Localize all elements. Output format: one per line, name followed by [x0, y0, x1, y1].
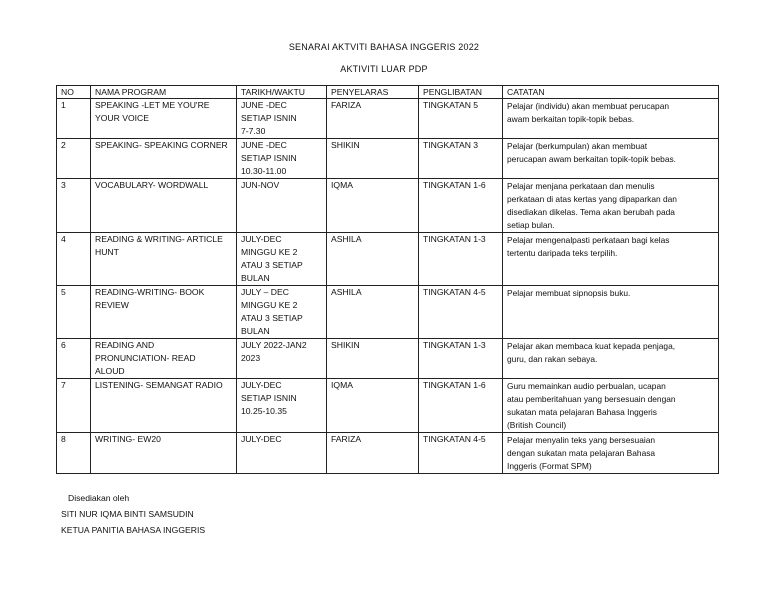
cell-notes-line: dengan sukatan mata pelajaran Bahasa [507, 448, 656, 458]
cell-program [91, 433, 237, 474]
cell-notes [503, 379, 719, 433]
header-notes: CATATAN [503, 86, 719, 99]
cell-notes [503, 433, 719, 474]
cell-notes-line: awam berkaitan topik-topik bebas. [507, 114, 635, 124]
cell-date-time-line: SETIAP ISNIN [241, 153, 297, 163]
cell-coordinator: FARIZA [327, 433, 419, 474]
header-no: NO [57, 86, 91, 99]
cell-notes-line: Pelajar (individu) akan membuat perucapan [507, 101, 670, 111]
cell-program-line: SPEAKING -LET ME YOU'RE [95, 100, 210, 110]
cell-program [91, 233, 237, 286]
cell-date-time-line: JUNE -DEC [241, 140, 287, 150]
cell-notes-line: atau pemberitahuan yang bersesuain dengan [507, 394, 676, 404]
table-row [57, 139, 719, 179]
cell-date-time-line: 10.30-11.00 [241, 166, 287, 176]
cell-notes [503, 139, 719, 179]
cell-program-line: LISTENING- SEMANGAT RADIO [95, 380, 223, 390]
cell-date-time-line: SETIAP ISNIN [241, 393, 297, 403]
cell-notes-line: (British Council) [507, 420, 567, 430]
cell-date-time-line: JULY-DEC [241, 380, 282, 390]
cell-program [91, 139, 237, 179]
cell-date-time [237, 433, 327, 474]
cell-coordinator: ASHILA [327, 233, 419, 286]
cell-notes [503, 233, 719, 286]
cell-program-line: READING & WRITING- ARTICLE [95, 234, 223, 244]
cell-no: 7 [57, 379, 91, 433]
cell-coordinator: IQMA [327, 179, 419, 233]
preparer-name: SITI NUR IQMA BINTI SAMSUDIN [61, 509, 194, 519]
cell-date-time-line: 2023 [241, 353, 261, 363]
cell-notes [503, 179, 719, 233]
cell-date-time [237, 339, 327, 379]
cell-notes-line: sukatan mata pelajaran Bahasa Inggeris [507, 407, 657, 417]
cell-notes-line: guru, dan rakan sebaya. [507, 354, 598, 364]
cell-coordinator: FARIZA [327, 99, 419, 139]
cell-program [91, 286, 237, 339]
prepared-by-label: Disediakan oleh [68, 493, 130, 503]
cell-program-line: READING-WRITING- BOOK [95, 287, 205, 297]
preparer-position: KETUA PANITIA BAHASA INGGERIS [61, 525, 206, 535]
cell-participation: TINGKATAN 1-3 [419, 339, 503, 379]
cell-coordinator: SHIKIN [327, 139, 419, 179]
cell-date-time-line: JULY-DEC [241, 234, 282, 244]
cell-date-time-line: JULY – DEC [241, 287, 289, 297]
cell-program [91, 99, 237, 139]
signature-block [61, 490, 205, 538]
cell-no: 8 [57, 433, 91, 474]
cell-notes-line: tertentu daripada teks terpilih. [507, 248, 618, 258]
table-row [57, 379, 719, 433]
cell-date-time-line: 7-7.30 [241, 126, 266, 136]
header-date-time: TARIKH/WAKTU [237, 86, 327, 99]
cell-participation: TINGKATAN 3 [419, 139, 503, 179]
cell-date-time-line: 10.25-10.35 [241, 406, 287, 416]
cell-notes-line: Pelajar menjana perkataan dan menulis [507, 181, 655, 191]
cell-date-time-line: JUN-NOV [241, 180, 280, 190]
cell-notes [503, 99, 719, 139]
cell-date-time [237, 233, 327, 286]
header-participation: PENGLIBATAN [419, 86, 503, 99]
cell-notes-line: disediakan dikelas. Tema akan berubah pada [507, 207, 675, 217]
table-row [57, 233, 719, 286]
cell-date-time [237, 286, 327, 339]
cell-date-time-line: JULY 2022-JAN2 [241, 340, 307, 350]
cell-no: 2 [57, 139, 91, 179]
table-row [57, 99, 719, 139]
cell-date-time-line: JUNE -DEC [241, 100, 287, 110]
cell-program-line: REVIEW [95, 300, 129, 310]
table-row [57, 339, 719, 379]
cell-program-line: ALOUD [95, 366, 125, 376]
cell-no: 5 [57, 286, 91, 339]
cell-notes [503, 286, 719, 339]
cell-date-time-line: MINGGU KE 2 [241, 247, 298, 257]
document-title: SENARAI AKTVITI BAHASA INGGERIS 2022 [288, 42, 480, 52]
cell-coordinator: IQMA [327, 379, 419, 433]
cell-participation: TINGKATAN 4-5 [419, 433, 503, 474]
cell-date-time-line: SETIAP ISNIN [241, 113, 297, 123]
table-header-row [57, 86, 719, 99]
cell-date-time-line: ATAU 3 SETIAP [241, 260, 303, 270]
cell-participation: TINGKATAN 1-6 [419, 379, 503, 433]
cell-no: 3 [57, 179, 91, 233]
cell-program-line: YOUR VOICE [95, 113, 149, 123]
cell-program-line: HUNT [95, 247, 119, 257]
cell-program [91, 179, 237, 233]
cell-notes-line: Pelajar akan membaca kuat kepada penjaga, [507, 341, 676, 351]
cell-date-time [237, 99, 327, 139]
cell-coordinator: SHIKIN [327, 339, 419, 379]
cell-notes-line: setiap bulan. [507, 220, 555, 230]
cell-notes [503, 339, 719, 379]
cell-participation: TINGKATAN 5 [419, 99, 503, 139]
cell-notes-line: Pelajar (berkumpulan) akan membuat [507, 141, 648, 151]
cell-program-line: SPEAKING- SPEAKING CORNER [95, 140, 228, 150]
cell-date-time-line: MINGGU KE 2 [241, 300, 298, 310]
cell-notes-line: Pelajar membuat sipnopsis buku. [507, 288, 631, 298]
cell-notes-line: Pelajar mengenalpasti perkataan bagi kelas [507, 235, 670, 245]
cell-notes-line: perucapan awam berkaitan topik-topik bebas. [507, 154, 676, 164]
cell-participation: TINGKATAN 1-6 [419, 179, 503, 233]
table-row [57, 179, 719, 233]
cell-date-time-line: BULAN [241, 273, 270, 283]
cell-notes-line: Inggeris (Format SPM) [507, 461, 592, 471]
table-row [57, 433, 719, 474]
cell-program-line: VOCABULARY- WORDWALL [95, 180, 209, 190]
cell-program [91, 379, 237, 433]
cell-date-time [237, 139, 327, 179]
cell-date-time [237, 179, 327, 233]
cell-notes-line: Pelajar menyalin teks yang bersesuaian [507, 435, 656, 445]
cell-program-line: WRITING- EW20 [95, 434, 161, 444]
table-row [57, 286, 719, 339]
cell-no: 6 [57, 339, 91, 379]
cell-date-time-line: ATAU 3 SETIAP [241, 313, 303, 323]
cell-program-line: PRONUNCIATION- READ [95, 353, 196, 363]
activity-table [56, 85, 719, 474]
cell-date-time [237, 379, 327, 433]
document-subtitle: AKTIVITI LUAR PDP [340, 64, 428, 74]
cell-coordinator: ASHILA [327, 286, 419, 339]
cell-notes-line: perkataan di atas kertas yang dipaparkan dan [507, 194, 677, 204]
header-program: NAMA PROGRAM [91, 86, 237, 99]
header-coordinator: PENYELARAS [327, 86, 419, 99]
cell-participation: TINGKATAN 4-5 [419, 286, 503, 339]
cell-no: 1 [57, 99, 91, 139]
cell-program [91, 339, 237, 379]
cell-participation: TINGKATAN 1-3 [419, 233, 503, 286]
cell-no: 4 [57, 233, 91, 286]
cell-program-line: READING AND [95, 340, 155, 350]
cell-notes-line: Guru memainkan audio perbualan, ucapan [507, 381, 666, 391]
cell-date-time-line: BULAN [241, 326, 270, 336]
cell-date-time-line: JULY-DEC [241, 434, 282, 444]
